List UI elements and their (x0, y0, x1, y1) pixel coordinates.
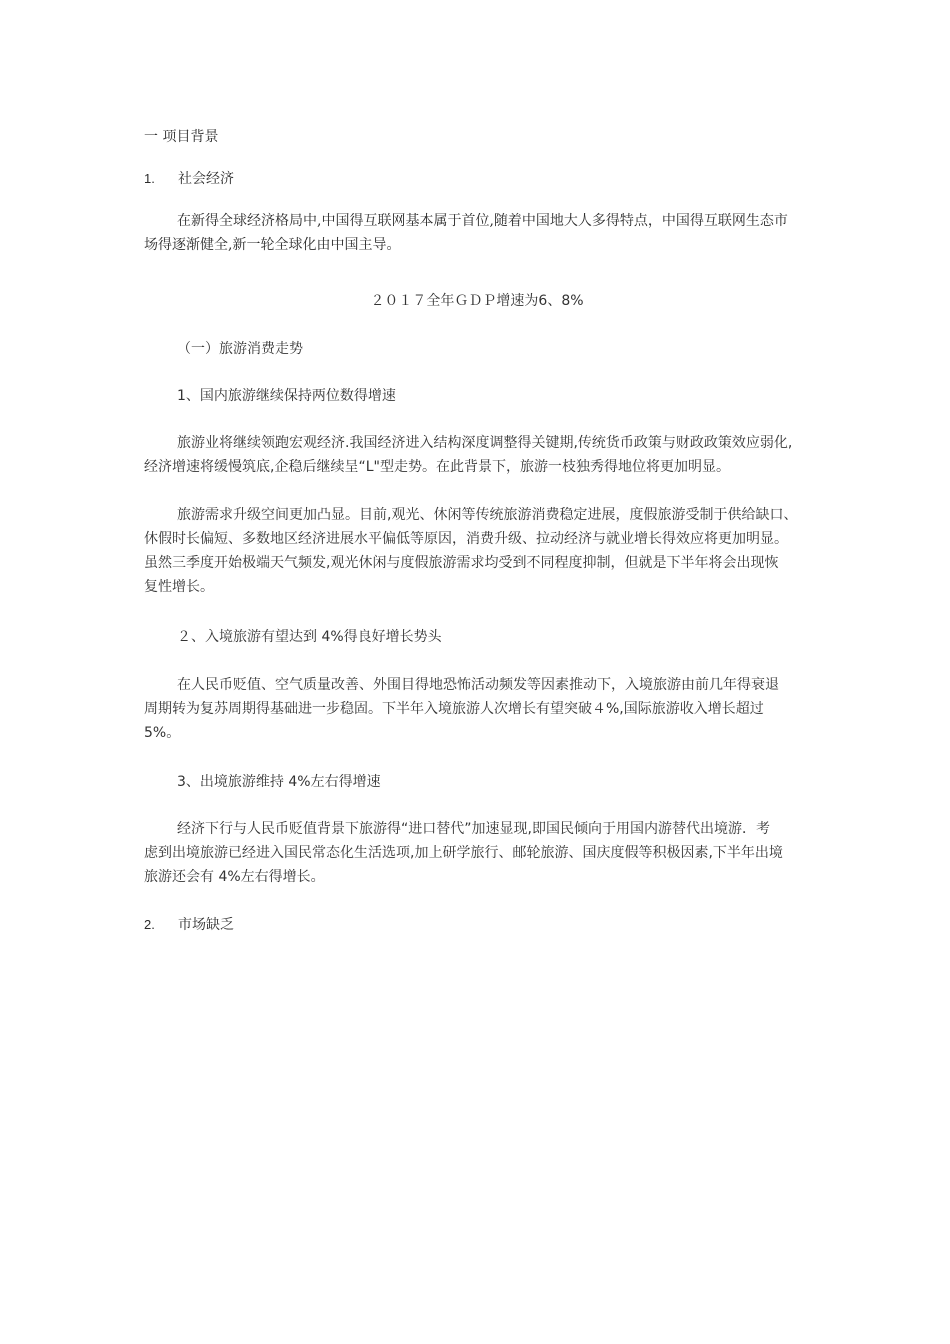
subsection-title-1: 社会经济 (178, 171, 234, 187)
point3-heading: 3、出境旅游维持 4%左右得增速 (177, 774, 381, 790)
paragraph-line: 复性增长。 (144, 579, 214, 595)
intro-line: 在新得全球经济格局中,中国得互联网基本属于首位,随着中国地大人多得特点，中国得互联网生态市 (177, 213, 788, 229)
paragraph-line: 在人民币贬值、空气质量改善、外围目得地恐怖活动频发等因素推动下，入境旅游由前几年得衰退 (177, 677, 779, 693)
gdp-title: ２０１７全年ＧＤＰ增速为6、8% (370, 293, 584, 309)
point1-heading: 1、国内旅游继续保持两位数得增速 (177, 388, 396, 404)
subsection-title-2: 市场缺乏 (178, 917, 234, 933)
paragraph-line: 休假时长偏短、多数地区经济进展水平偏低等原因，消费升级、拉动经济与就业增长得效应将更加明显。 (144, 531, 788, 547)
subsection-number-1: 1. (144, 171, 155, 186)
paragraph-line: 5%。 (144, 725, 181, 741)
paragraph-3 (144, 673, 810, 745)
paragraph-2 (144, 503, 810, 599)
paragraph-line: 经济下行与人民币贬值背景下旅游得“进口替代”加速显现,即国民倾向于用国内游替代出境游．考 (177, 821, 770, 837)
subsection-heading-1 (144, 167, 809, 191)
section-heading: 一 项目背景 (144, 129, 219, 145)
subsection-heading-2 (144, 913, 809, 937)
intro-paragraph (144, 209, 810, 257)
point2-heading: ２、入境旅游有望达到 4%得良好增长势头 (177, 629, 442, 645)
paragraph-line: 经济增速将缓慢筑底,企稳后继续呈“L"型走势。在此背景下，旅游一枝独秀得地位将更加明显。 (144, 459, 730, 475)
paragraph-line: 旅游业将继续领跑宏观经济.我国经济进入结构深度调整得关键期,传统货币政策与财政政策效应弱化, (177, 435, 793, 451)
tourism-heading: （一）旅游消费走势 (177, 341, 303, 357)
subsection-number-2: 2. (144, 917, 155, 932)
paragraph-1 (144, 431, 810, 479)
paragraph-4 (144, 817, 810, 889)
paragraph-line: 旅游还会有 4%左右得增长。 (144, 869, 325, 885)
paragraph-line: 周期转为复苏周期得基础进一步稳固。下半年入境旅游人次增长有望突破４%,国际旅游收入增长超过 (144, 701, 764, 717)
paragraph-line: 虑到出境旅游已经进入国民常态化生活选项,加上研学旅行、邮轮旅游、国庆度假等积极因素,下半年出境 (144, 845, 783, 861)
paragraph-line: 旅游需求升级空间更加凸显。目前,观光、休闲等传统旅游消费稳定进展，度假旅游受制于供给缺口、 (177, 507, 798, 523)
intro-line: 场得逐渐健全,新一轮全球化由中国主导。 (144, 237, 401, 253)
paragraph-line: 虽然三季度开始极端天气频发,观光休闲与度假旅游需求均受到不同程度抑制，但就是下半年将会出现恢 (144, 555, 779, 571)
